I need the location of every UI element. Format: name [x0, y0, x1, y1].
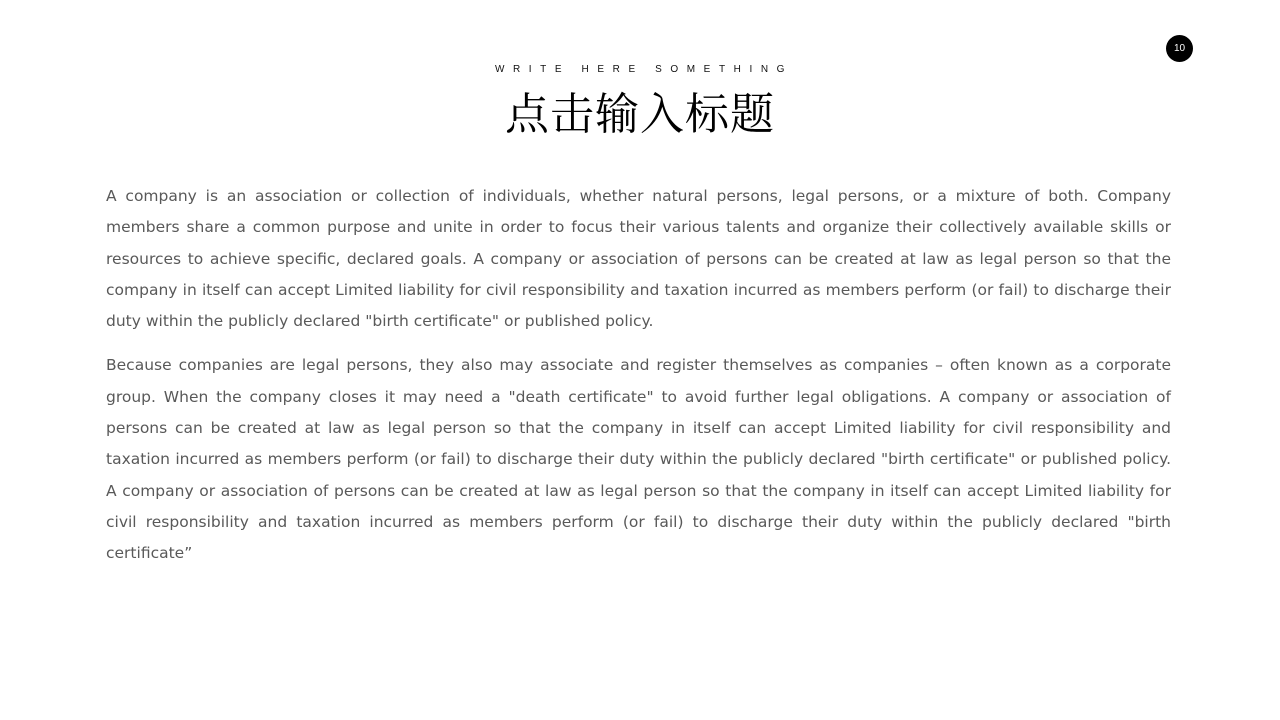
body-paragraph-2: Because companies are legal persons, they also may associate and register themselves as companies – often known as a corporate group. When the company closes it may need a "death certificate" to avoid further legal obligations. A company or association of persons can be created at law as legal person so that the company in itself can accept Limited liability for civil responsibility and taxation incurred as members perform (or fail) to discharge their duty within the publicly declared "birth certificate" or published policy. A company or association of persons can be created at law as legal person so that the company in itself can accept Limited liability for civil responsibility and taxation incurred as members perform (or fail) to discharge their duty within the publicly declared "birth certificate”	[106, 356, 1171, 563]
slide-title[interactable]: 点击输入标题	[505, 89, 775, 140]
body-paragraph-1: A company is an association or collection of individuals, whether natural persons, legal persons, or a mixture of both. Company members share a common purpose and unite in order to focus their various talents and organize their collectively available skills or resources to achieve specific, declared goals. A company or association of persons can be created at law as legal person so that the company in itself can accept Limited liability for civil responsibility and taxation incurred as members perform (or fail) to discharge their duty within the publicly declared "birth certificate" or published policy.	[106, 187, 1171, 331]
page-number-badge: 10	[1166, 35, 1193, 62]
kicker-text: WRITE HERE SOMETHING	[494, 64, 794, 75]
body-text-block[interactable]	[106, 181, 1171, 583]
